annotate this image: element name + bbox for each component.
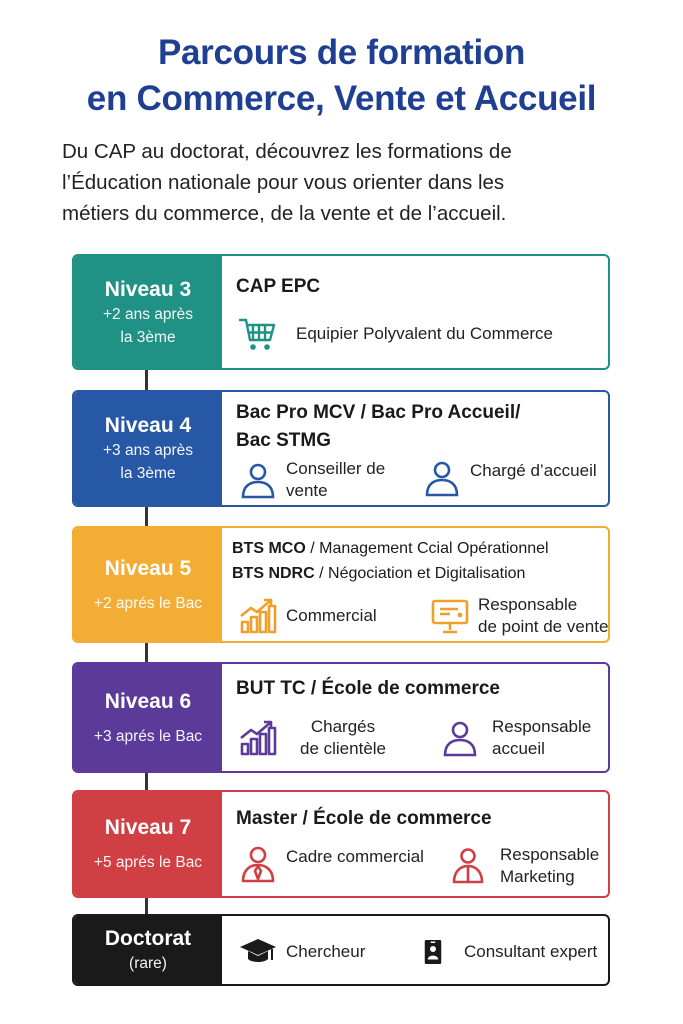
title-line-2: en Commerce, Vente et Accueil [86,79,597,118]
level-niveau-6 [72,662,610,773]
level-duration-2: la 3ème [120,465,176,482]
level-doctorat [72,914,610,986]
level-content [222,392,608,505]
job-item [238,596,377,636]
program-title: CAP EPC [236,276,321,297]
graduation-cap-icon [238,932,278,972]
level-name: Niveau 7 [104,816,192,839]
job-label-line-1: Conseiller de [286,459,386,478]
person-icon [238,460,278,500]
job-label [500,844,599,888]
job-label: Equipier Polyvalent du Commerce [296,324,554,343]
level-name: Doctorat [104,927,192,950]
level-duration: +3 ans après [102,442,194,459]
job-label: Chercheur [286,942,366,961]
level-badge [74,392,222,505]
level-badge [74,792,222,896]
level-niveau-3 [72,254,610,370]
id-badge-icon [418,932,448,972]
program-title: Bac Pro MCV / Bac Pro Accueil/ [236,402,521,423]
job-label [286,458,385,502]
job-label-line-2: Marketing [500,867,575,886]
level-content [222,664,608,771]
job-item [238,458,385,502]
job-item [238,932,365,972]
level-content [222,916,608,984]
page-title [0,30,683,122]
job-label: Commercial [286,606,377,625]
job-label-line-2: vente [286,481,328,500]
level-duration: +5 aprés le Bac [93,854,203,871]
intro-line-2: l’Éducation nationale pour vous orienter dans les [62,171,505,194]
level-duration-2: la 3ème [120,328,176,346]
job-label-line-2: de clientèle [300,739,387,758]
level-duration: +2 ans après [102,305,194,323]
level-badge [74,916,222,984]
intro-text [62,136,642,229]
program-title: BUT TC / École de commerce [236,678,500,699]
person-icon [422,458,462,498]
job-label: Consultant expert [464,942,598,961]
job-label: Cadre commercial [286,847,424,866]
job-item [440,716,591,760]
job-label-line-1: Responsable [492,717,592,736]
intro-line-3: métiers du commerce, de la vente et de l’accueil. [62,202,507,225]
program-title [232,536,549,561]
job-label: Chargé d’accueil [470,461,597,480]
program-name: / Négociation et Digitalisation [314,565,526,582]
level-niveau-4 [72,390,610,507]
job-label-line-2: accueil [492,739,545,758]
job-item [430,594,608,638]
level-niveau-7 [72,790,610,898]
job-item [448,844,599,888]
job-label [478,594,608,638]
level-badge [74,664,222,771]
program-code: BTS MCO [232,540,306,557]
job-label-line-2: de point de vente [478,617,609,636]
job-item [418,932,597,972]
program-title-2 [232,561,525,586]
job-label-line-1: Responsable [478,595,578,614]
growth-chart-icon [238,718,278,758]
level-name: Niveau 6 [104,689,192,713]
level-name: Niveau 5 [104,556,192,580]
program-title: Master / École de commerce [236,808,492,829]
job-item [422,458,597,498]
program-code: BTS NDRC [232,565,315,582]
level-duration: +2 aprés le Bac [93,594,203,612]
job-item [238,314,553,354]
presentation-board-icon [430,596,470,636]
job-item [238,716,386,760]
shopping-cart-icon [238,314,278,354]
level-badge [74,528,222,641]
level-niveau-5 [72,526,610,643]
people-icon [448,846,488,886]
level-content [222,528,608,641]
job-label [300,716,386,760]
level-badge [74,256,222,368]
level-content [222,792,608,896]
level-name: Niveau 3 [104,277,192,301]
level-duration: (rare) [129,955,167,972]
job-item [238,844,424,884]
intro-line-1: Du CAP au doctorat, découvrez les formations de [62,140,512,163]
job-label [492,716,591,760]
growth-chart-icon [238,596,278,636]
program-name: / Management Ccial Opérationnel [305,540,549,557]
title-line-1: Parcours de formation [157,33,526,72]
level-name: Niveau 4 [104,414,192,437]
person-tie-icon [238,844,278,884]
level-content [222,256,608,368]
person-icon [440,718,480,758]
job-label-line-1: Responsable [500,845,600,864]
program-title-2: Bac STMG [236,430,332,451]
level-duration: +3 aprés le Bac [93,727,203,745]
job-label-line-1: Chargés [310,717,376,736]
